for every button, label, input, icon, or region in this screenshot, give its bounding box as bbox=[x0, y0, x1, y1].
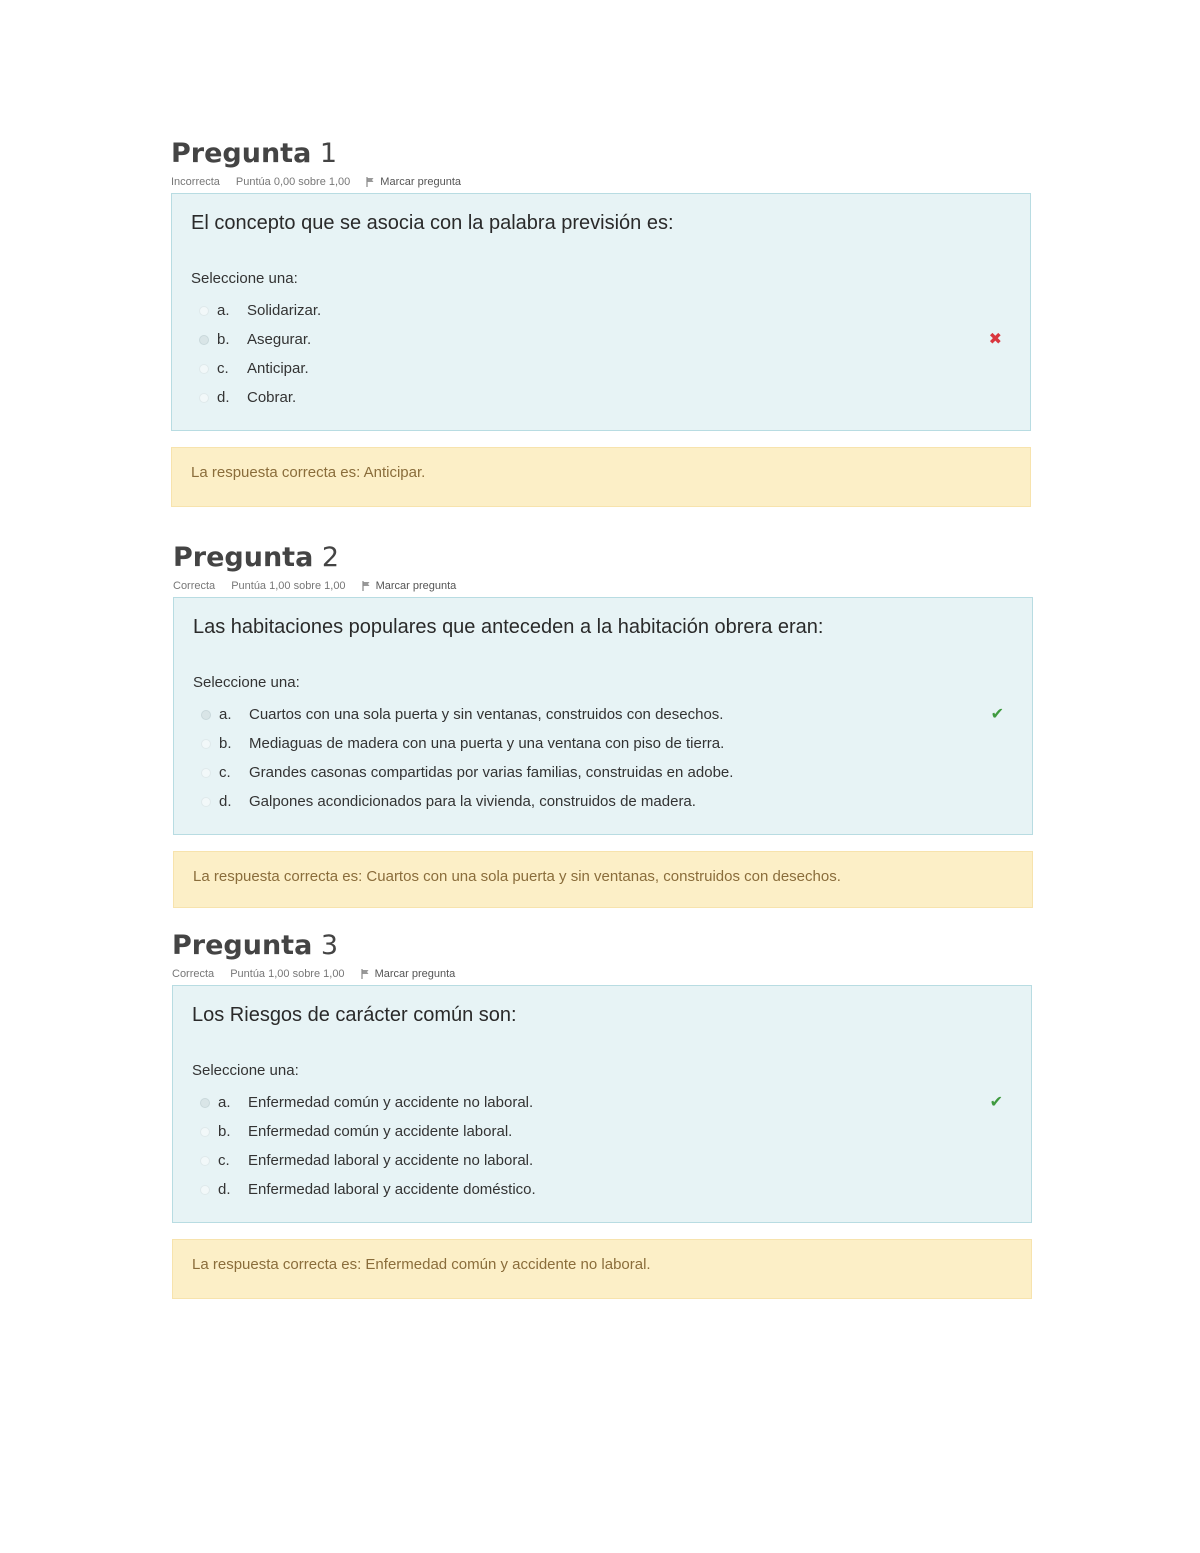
radio-button[interactable] bbox=[199, 306, 209, 316]
answer-letter: a. bbox=[218, 1094, 231, 1111]
flag-question-link[interactable] bbox=[366, 175, 461, 189]
flag-question-link[interactable] bbox=[361, 967, 456, 981]
correct-answer-feedback: La respuesta correcta es: Enfermedad común y accidente no laboral. bbox=[172, 1239, 1032, 1299]
answer-letter: b. bbox=[219, 735, 232, 752]
answer-option[interactable] bbox=[192, 1117, 1012, 1146]
question-title-label: Pregunta bbox=[173, 542, 314, 573]
answer-letter: b. bbox=[217, 331, 230, 348]
question-meta bbox=[173, 579, 1033, 593]
question-number: 1 bbox=[319, 138, 338, 169]
answer-text: Enfermedad común y accidente no laboral. bbox=[248, 1094, 534, 1111]
correct-answer-feedback: La respuesta correcta es: Anticipar. bbox=[171, 447, 1031, 507]
answer-list bbox=[193, 700, 1013, 816]
question-3 bbox=[172, 928, 1032, 1299]
answer-option[interactable] bbox=[193, 758, 1013, 787]
answer-option[interactable] bbox=[191, 296, 1011, 325]
question-box bbox=[171, 193, 1031, 431]
question-meta bbox=[172, 967, 1032, 981]
answer-text: Asegurar. bbox=[247, 331, 312, 348]
radio-button[interactable] bbox=[201, 739, 211, 749]
radio-button[interactable] bbox=[201, 710, 211, 720]
answer-option[interactable] bbox=[191, 383, 1011, 412]
question-status: Correcta bbox=[173, 580, 216, 592]
correct-answer-feedback: La respuesta correcta es: Cuartos con una sola puerta y sin ventanas, construidos con desechos. bbox=[173, 851, 1033, 908]
answer-text: Grandes casonas compartidas por varias familias, construidas en adobe. bbox=[249, 764, 734, 781]
question-title-label: Pregunta bbox=[171, 138, 312, 169]
radio-button[interactable] bbox=[199, 335, 209, 345]
question-text: Las habitaciones populares que anteceden a la habitación obrera eran: bbox=[193, 616, 824, 638]
cross-icon: ✖ bbox=[988, 331, 1002, 348]
flag-icon bbox=[362, 581, 371, 591]
flag-icon bbox=[361, 969, 370, 979]
flag-question-label: Marcar pregunta bbox=[380, 176, 462, 188]
question-box bbox=[173, 597, 1033, 835]
answer-list bbox=[191, 296, 1011, 412]
answer-text: Cobrar. bbox=[247, 389, 297, 406]
question-score: Puntúa 0,00 sobre 1,00 bbox=[235, 176, 351, 188]
radio-button[interactable] bbox=[201, 797, 211, 807]
answer-option[interactable] bbox=[193, 700, 1013, 729]
answer-text: Enfermedad común y accidente laboral. bbox=[248, 1123, 513, 1140]
answer-text: Mediaguas de madera con una puerta y una ventana con piso de tierra. bbox=[249, 735, 725, 752]
answer-option[interactable] bbox=[192, 1175, 1012, 1204]
question-number: 2 bbox=[321, 542, 340, 573]
question-number: 3 bbox=[320, 930, 339, 961]
select-one-prompt: Seleccione una: bbox=[192, 1062, 299, 1079]
answer-option[interactable] bbox=[193, 729, 1013, 758]
radio-button[interactable] bbox=[200, 1185, 210, 1195]
answer-letter: c. bbox=[217, 360, 229, 377]
answer-text: Cuartos con una sola puerta y sin ventanas, construidos con desechos. bbox=[249, 706, 724, 723]
answer-list bbox=[192, 1088, 1012, 1204]
flag-question-label: Marcar pregunta bbox=[375, 580, 457, 592]
flag-icon bbox=[366, 177, 375, 187]
question-text: El concepto que se asocia con la palabra previsión es: bbox=[191, 212, 674, 234]
radio-button[interactable] bbox=[200, 1156, 210, 1166]
flag-question-label: Marcar pregunta bbox=[374, 968, 456, 980]
question-title bbox=[172, 928, 1032, 964]
question-score: Puntúa 1,00 sobre 1,00 bbox=[230, 968, 345, 980]
question-1 bbox=[171, 136, 1031, 507]
answer-letter: c. bbox=[219, 764, 231, 781]
answer-letter: b. bbox=[218, 1123, 231, 1140]
radio-button[interactable] bbox=[201, 768, 211, 778]
answer-letter: d. bbox=[217, 389, 230, 406]
question-title bbox=[173, 540, 1033, 576]
answer-text: Enfermedad laboral y accidente doméstico. bbox=[248, 1181, 536, 1198]
question-text: Los Riesgos de carácter común son: bbox=[192, 1004, 517, 1026]
radio-button[interactable] bbox=[200, 1098, 210, 1108]
answer-text: Galpones acondicionados para la vivienda, construidos de madera. bbox=[249, 793, 696, 810]
answer-option[interactable] bbox=[191, 354, 1011, 383]
question-status: Incorrecta bbox=[171, 176, 220, 188]
question-title-label: Pregunta bbox=[172, 930, 313, 961]
question-2 bbox=[173, 540, 1033, 908]
check-icon: ✔ bbox=[989, 1094, 1003, 1111]
question-meta bbox=[171, 175, 1031, 189]
answer-letter: d. bbox=[218, 1181, 231, 1198]
answer-text: Enfermedad laboral y accidente no laboral. bbox=[248, 1152, 534, 1169]
question-score: Puntúa 1,00 sobre 1,00 bbox=[231, 580, 346, 592]
radio-button[interactable] bbox=[200, 1127, 210, 1137]
question-status: Correcta bbox=[172, 968, 215, 980]
select-one-prompt: Seleccione una: bbox=[191, 270, 298, 287]
question-box bbox=[172, 985, 1032, 1223]
question-title bbox=[171, 136, 1031, 172]
answer-letter: a. bbox=[217, 302, 230, 319]
answer-text: Solidarizar. bbox=[247, 302, 322, 319]
answer-letter: a. bbox=[219, 706, 232, 723]
answer-option[interactable] bbox=[191, 325, 1011, 354]
select-one-prompt: Seleccione una: bbox=[193, 674, 300, 691]
radio-button[interactable] bbox=[199, 393, 209, 403]
answer-text: Anticipar. bbox=[247, 360, 309, 377]
answer-option[interactable] bbox=[192, 1146, 1012, 1175]
answer-letter: d. bbox=[219, 793, 232, 810]
answer-option[interactable] bbox=[193, 787, 1013, 816]
radio-button[interactable] bbox=[199, 364, 209, 374]
answer-letter: c. bbox=[218, 1152, 230, 1169]
check-icon: ✔ bbox=[990, 706, 1004, 723]
flag-question-link[interactable] bbox=[362, 579, 457, 593]
answer-option[interactable] bbox=[192, 1088, 1012, 1117]
